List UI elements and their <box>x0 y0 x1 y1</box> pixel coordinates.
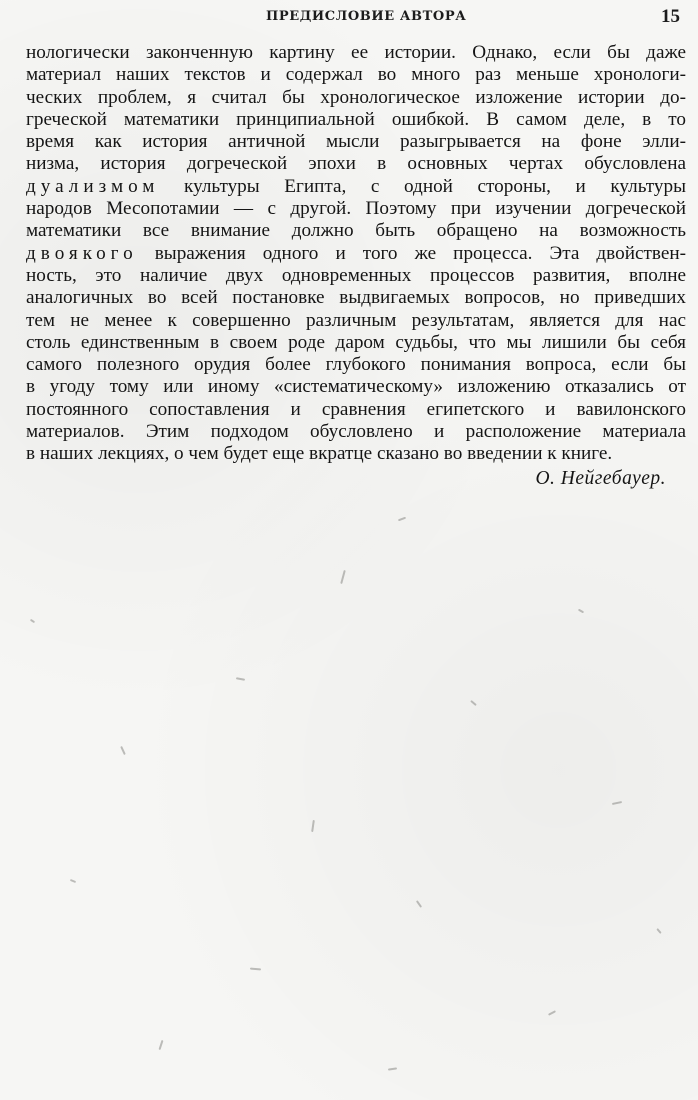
text-line: низма, история догреческой эпохи в основных чертах обусловлена <box>26 153 686 175</box>
author-signature: О. Нейгебауер. <box>535 468 666 489</box>
text-line: нологически законченную картину ее истории. Однако, если бы даже <box>26 42 686 63</box>
paper-speckle <box>548 1010 556 1016</box>
text-line <box>26 243 686 265</box>
paper-speckle <box>311 820 315 832</box>
text-line: ческих проблем, я считал бы хронологическое изложение истории до- <box>26 86 686 108</box>
paper-speckle <box>656 928 661 934</box>
page-number: 15 <box>661 6 680 27</box>
paper-speckle <box>612 801 622 805</box>
text-line <box>26 176 686 198</box>
text-line: греческой математики принципиальной ошибкой. В самом деле, в то <box>26 108 686 130</box>
paper-speckle <box>398 517 406 522</box>
text-line: самого полезного орудия более глубокого понимания вопроса, если бы <box>26 354 686 376</box>
spaced-emphasis: дуализмом <box>26 175 160 197</box>
text-line: ность, это наличие двух одновременных процессов развития, вполне <box>26 264 686 286</box>
paper-speckle <box>250 968 261 971</box>
text-line: материалов. Этим подходом обусловлено и расположение материала <box>26 421 686 443</box>
text-line-last: в наших лекциях, о чем будет еще вкратце сказано во введении к книге. <box>26 443 613 465</box>
text-line-rest: культуры Египта, с одной стороны, и культуры <box>159 175 686 197</box>
paper-speckle <box>70 879 76 883</box>
running-title: ПРЕДИСЛОВИЕ АВТОРА <box>266 9 467 24</box>
text-line: математики все внимание должно быть обращено на возможность <box>26 220 686 242</box>
paper-speckle <box>578 609 584 614</box>
text-line: тем не менее к совершенно различным результатам, является для нас <box>26 309 686 331</box>
paper-speckle <box>30 619 35 624</box>
text-line: материал наших текстов и содержал во много раз меньше хронологи- <box>26 64 686 86</box>
paper-speckle <box>340 570 346 584</box>
preface-text <box>26 42 686 466</box>
spaced-emphasis: двоякого <box>26 242 138 264</box>
paper-speckle <box>388 1067 397 1070</box>
paper-speckle <box>470 700 477 706</box>
text-line: постоянного сопоставления и сравнения египетского и вавилонского <box>26 398 686 420</box>
paper-speckle <box>236 677 245 681</box>
text-line: народов Месопотамии — с другой. Поэтому при изучении догреческой <box>26 198 686 220</box>
text-line: время как история античной мысли разыгрывается на фоне элли- <box>26 131 686 153</box>
text-line-rest: выражения одного и того же процесса. Эта двойствен- <box>137 242 686 264</box>
paper-speckle <box>120 746 126 755</box>
text-line: в угоду тому или иному «систематическому» изложению отказались от <box>26 376 686 398</box>
paper-speckle <box>159 1040 164 1050</box>
paper-speckle <box>416 900 422 908</box>
running-head <box>0 6 698 30</box>
text-line: столь единственным в своем роде даром судьбы, что мы лишили бы себя <box>26 331 686 353</box>
text-line: аналогичных во всей постановке выдвигаемых вопросов, но приведших <box>26 287 686 309</box>
